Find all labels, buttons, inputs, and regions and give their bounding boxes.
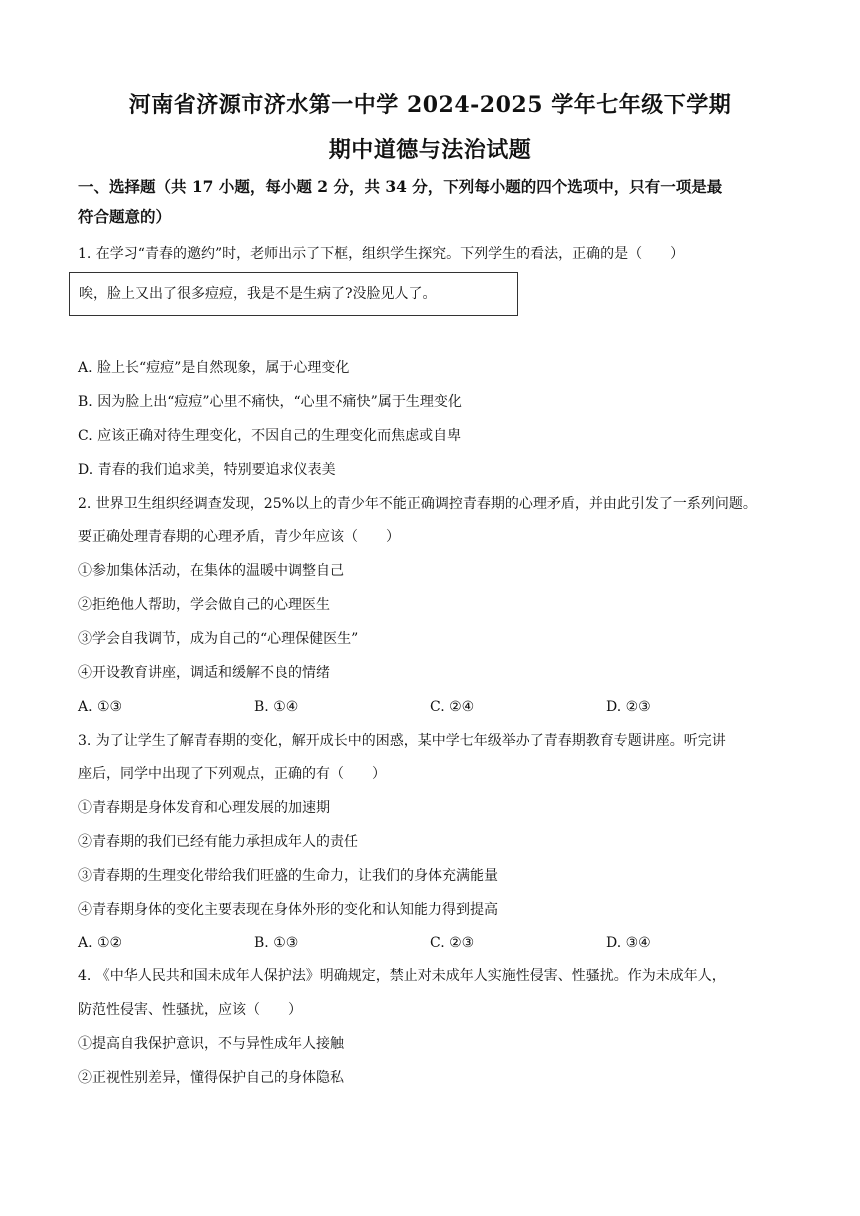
q2-item-4: ④开设教育讲座，调适和缓解不良的情绪 bbox=[78, 665, 330, 681]
q1-quote-box bbox=[69, 272, 518, 316]
q1-quote-text: 唉，脸上又出了很多痘痘，我是不是生病了?没脸见人了。 bbox=[79, 286, 437, 302]
q2-option-b: B. ①④ bbox=[254, 699, 299, 715]
q2-option-d: D. ②③ bbox=[606, 699, 651, 715]
q4-stem-line1: 4. 《中华人民共和国未成年人保护法》明确规定，禁止对未成年人实施性侵害、性骚扰。作为未成年人， bbox=[78, 968, 726, 984]
q3-item-1: ①青春期是身体发育和心理发展的加速期 bbox=[78, 800, 330, 816]
q2-stem-line2: 要正确处理青春期的心理矛盾，青少年应该（ ） bbox=[78, 529, 400, 545]
q1-option-a: A. 脸上长“痘痘”是自然现象，属于心理变化 bbox=[78, 360, 350, 376]
q2-option-c: C. ②④ bbox=[430, 699, 475, 715]
q3-option-d: D. ③④ bbox=[606, 935, 651, 951]
q3-item-3: ③青春期的生理变化带给我们旺盛的生命力，让我们的身体充满能量 bbox=[78, 868, 498, 884]
q2-stem-line1: 2. 世界卫生组织经调查发现，25%以上的青少年不能正确调控青春期的心理矛盾，并由此引发了一系列问题。 bbox=[78, 496, 757, 512]
exam-title-line1: 河南省济源市济水第一中学 2024-2025 学年七年级下学期 bbox=[128, 92, 732, 118]
q2-item-1: ①参加集体活动，在集体的温暖中调整自己 bbox=[78, 563, 344, 579]
q4-item-2: ②正视性别差异，懂得保护自己的身体隐私 bbox=[78, 1070, 344, 1086]
q4-stem-line2: 防范性侵害、性骚扰，应该（ ） bbox=[78, 1002, 302, 1018]
q4-item-1: ①提高自我保护意识，不与异性成年人接触 bbox=[78, 1036, 344, 1052]
q1-option-b: B. 因为脸上出“痘痘”心里不痛快，“心里不痛快”属于生理变化 bbox=[78, 394, 462, 410]
q3-stem-line2: 座后，同学中出现了下列观点，正确的有（ ） bbox=[78, 766, 386, 782]
q3-option-b: B. ①③ bbox=[254, 935, 299, 951]
q3-option-a: A. ①② bbox=[78, 935, 123, 951]
q3-item-2: ②青春期的我们已经有能力承担成年人的责任 bbox=[78, 834, 358, 850]
q2-option-a: A. ①③ bbox=[78, 699, 123, 715]
q1-option-c: C. 应该正确对待生理变化，不因自己的生理变化而焦虑或自卑 bbox=[78, 428, 462, 444]
q3-stem-line1: 3. 为了让学生了解青春期的变化，解开成长中的困惑，某中学七年级举办了青春期教育专题讲座。听完讲 bbox=[78, 733, 726, 749]
q1-option-d: D. 青春的我们追求美，特别要追求仪表美 bbox=[78, 462, 336, 478]
q3-item-4: ④青春期身体的变化主要表现在身体外形的变化和认知能力得到提高 bbox=[78, 902, 498, 918]
exam-title-line2: 期中道德与法治试题 bbox=[328, 137, 532, 163]
section-heading-line1: 一、选择题（共 17 小题，每小题 2 分，共 34 分，下列每小题的四个选项中，只有一项是最 bbox=[78, 177, 723, 196]
q3-option-c: C. ②③ bbox=[430, 935, 475, 951]
q2-item-2: ②拒绝他人帮助，学会做自己的心理医生 bbox=[78, 597, 330, 613]
q2-item-3: ③学会自我调节，成为自己的“心理保健医生” bbox=[78, 631, 359, 647]
section-heading-line2: 符合题意的） bbox=[78, 207, 172, 226]
q1-stem: 1. 在学习“青春的邀约”时，老师出示了下框，组织学生探究。下列学生的看法，正确的是（ ） bbox=[78, 246, 685, 262]
